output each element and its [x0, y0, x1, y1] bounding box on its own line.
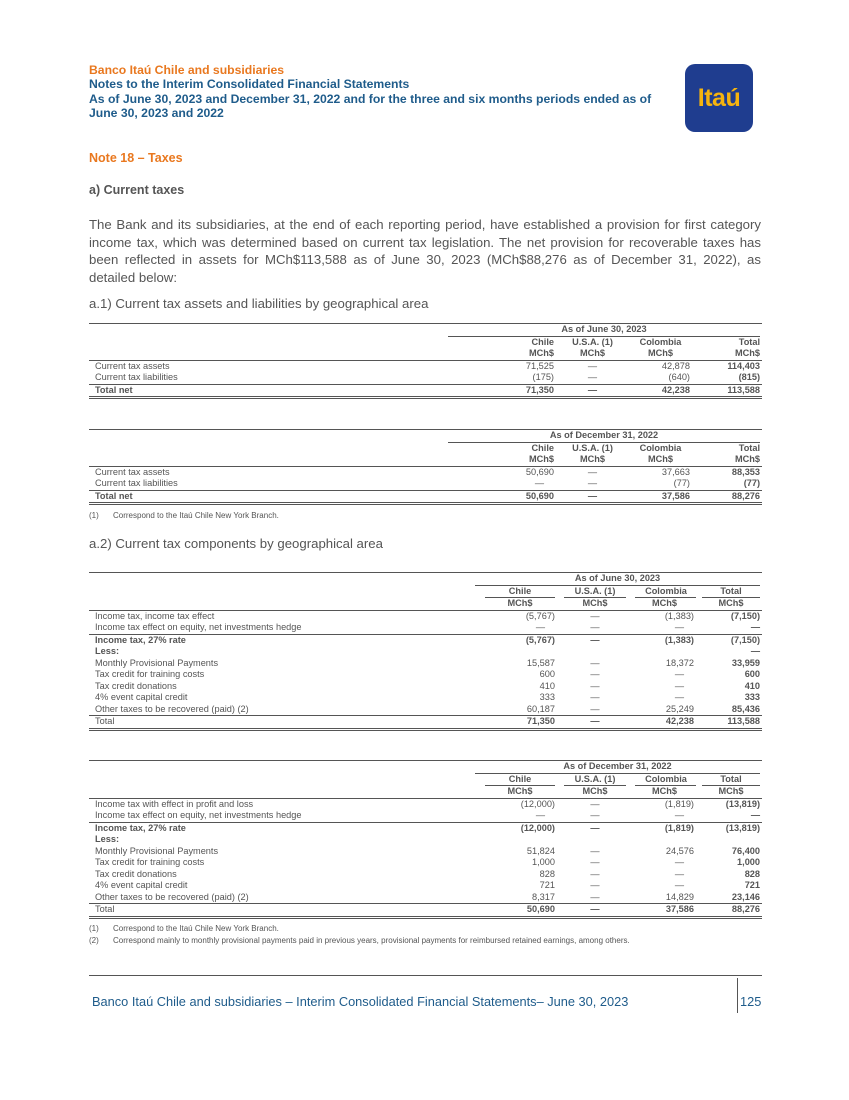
company-name: Banco Itaú Chile and subsidiaries [89, 63, 285, 77]
row-label: Less: [95, 646, 120, 656]
footnote-text: Correspond to the Itaú Chile New York Branch. [113, 511, 279, 520]
cell: — [674, 622, 684, 632]
cell: 42,238 [625, 384, 692, 398]
section-heading-a: a) Current taxes [89, 183, 185, 197]
footnote-1 [89, 511, 279, 520]
table-row [89, 478, 762, 490]
cell: 88,353 [692, 466, 762, 478]
cell [449, 834, 557, 846]
table-row [89, 869, 762, 881]
cell: (12,000) [449, 798, 557, 810]
cell: (5,767) [449, 634, 557, 646]
footnote-number: (1) [89, 924, 99, 933]
cell: — [587, 372, 598, 382]
cell: — [556, 384, 625, 398]
row-label: Monthly Provisional Payments [95, 845, 219, 856]
cell: — [590, 703, 600, 714]
cell: 50,690 [449, 904, 557, 918]
table-row [89, 360, 762, 372]
row-label: Other taxes to be recovered (paid) (2) [95, 891, 249, 902]
row-label: Income tax, 27% rate [89, 634, 449, 646]
unit: MCh$ [528, 348, 554, 358]
unit: MCh$ [647, 454, 673, 464]
footnote-text: Correspond mainly to monthly provisional payments paid in previous years, provisional payments for reimbursed retained earnings, among others. [113, 936, 630, 945]
cell: — [587, 478, 598, 488]
cell: 113,588 [692, 384, 762, 398]
row-label: Monthly Provisional Payments [95, 657, 219, 668]
table-tax-components-jun-2023 [89, 572, 762, 731]
unit: MCh$ [647, 348, 673, 358]
cell: 37,586 [625, 490, 692, 504]
cell [557, 646, 629, 658]
row-label: Income tax effect on equity, net investments hedge [95, 622, 302, 632]
cell: (13,819) [696, 798, 762, 810]
cell: (13,819) [696, 822, 762, 834]
cell: 71,350 [449, 716, 557, 730]
unit: MCh$ [528, 454, 554, 464]
cell: — [556, 490, 625, 504]
cell [629, 646, 696, 658]
col-total: Total [702, 774, 760, 787]
cell: 1,000 [737, 857, 761, 867]
cell: — [590, 692, 600, 702]
col-chile: Chile [485, 774, 555, 787]
cell: — [674, 868, 684, 879]
cell: — [557, 610, 629, 622]
unit: MCh$ [582, 598, 608, 608]
intro-paragraph: The Bank and its subsidiaries, at the end of each reporting period, have established a provision for first category income tax, which was determined based on current tax legislation. The net provision for recoverable taxes has been reflected in assets for MCh$113,588 as of June 30, 2023 (MCh$88,276 as of December 31, 2022), as detailed below: [89, 217, 761, 285]
cell: 113,588 [696, 716, 762, 730]
table-row [89, 834, 762, 846]
cell: — [590, 891, 600, 902]
cell: — [750, 622, 761, 632]
cell: 114,403 [692, 360, 762, 372]
table-row-total [89, 384, 762, 398]
cell: 721 [539, 880, 555, 890]
unit: MCh$ [579, 454, 605, 464]
logo-text: Itaú [697, 83, 741, 112]
cell: — [590, 622, 600, 632]
cell: — [590, 880, 600, 890]
table-row [89, 704, 762, 716]
cell: — [674, 880, 684, 890]
cell: 15,587 [526, 657, 555, 668]
table-row [89, 646, 762, 658]
unit: MCh$ [651, 598, 677, 608]
cell: — [590, 810, 600, 820]
note-title: Note 18 – Taxes [89, 151, 183, 165]
document-header [89, 63, 689, 121]
table-row-total [89, 490, 762, 504]
col-colombia: Colombia [635, 586, 696, 599]
cell: 24,576 [665, 845, 694, 856]
cell: 76,400 [731, 845, 761, 856]
period-heading: As of June 30, 2023 [448, 324, 760, 337]
cell: 333 [539, 692, 555, 702]
footnote-2 [89, 936, 630, 945]
table-row-total [89, 904, 762, 918]
period-heading: As of June 30, 2023 [475, 573, 760, 586]
cell: 88,276 [692, 490, 762, 504]
col-colombia: Colombia [635, 774, 696, 787]
col-chile: Chile [485, 586, 555, 599]
row-label: Current tax assets [89, 360, 434, 372]
cell: — [590, 669, 600, 679]
col-usa: U.S.A. (1) [564, 774, 626, 787]
row-label: Total [89, 904, 449, 918]
row-label: 4% event capital credit [95, 692, 188, 702]
table-row [89, 658, 762, 670]
table-row [89, 622, 762, 634]
cell: (815) [738, 372, 761, 382]
cell: 71,525 [434, 360, 556, 372]
cell: — [534, 478, 544, 488]
row-label: Current tax liabilities [95, 372, 178, 382]
row-label: Income tax, income tax effect [89, 610, 449, 622]
cell: — [557, 822, 629, 834]
cell: 50,690 [434, 490, 556, 504]
cell: 23,146 [731, 891, 761, 902]
table-row [89, 880, 762, 892]
row-label: Total net [89, 490, 434, 504]
cell: 828 [539, 868, 555, 879]
col-usa: U.S.A. (1) [572, 442, 613, 453]
page-footer: Banco Itaú Chile and subsidiaries – Interim Consolidated Financial Statements– June 30, 2023 [92, 994, 629, 1009]
row-label: Income tax with effect in profit and loss [89, 798, 449, 810]
cell: 600 [539, 669, 555, 679]
cell: 42,238 [629, 716, 696, 730]
row-label: Income tax effect on equity, net investments hedge [95, 810, 302, 820]
row-label: Total net [89, 384, 434, 398]
cell: (7,150) [696, 610, 762, 622]
row-label: Current tax liabilities [95, 478, 178, 488]
cell: (7,150) [696, 634, 762, 646]
cell: — [674, 680, 684, 691]
cell: — [674, 669, 684, 679]
cell: 333 [744, 692, 761, 702]
cell: 33,959 [731, 657, 761, 668]
footer-separator [737, 978, 738, 1013]
cell: (1,819) [629, 798, 696, 810]
table-row [89, 681, 762, 693]
col-total: Total [702, 586, 760, 599]
row-label: Other taxes to be recovered (paid) (2) [95, 703, 249, 714]
table-row [89, 798, 762, 810]
cell: — [556, 360, 625, 372]
footer-divider [89, 975, 762, 976]
unit: MCh$ [718, 598, 744, 608]
cell: 85,436 [731, 703, 761, 714]
period-line-2: June 30, 2023 and 2022 [89, 106, 224, 121]
unit: MCh$ [735, 454, 761, 464]
unit: MCh$ [735, 348, 761, 358]
cell: 25,249 [665, 703, 694, 714]
cell: 42,878 [625, 360, 692, 372]
table-row-total [89, 716, 762, 730]
row-label: Tax credit for training costs [95, 669, 205, 679]
table-row [89, 692, 762, 704]
row-label: Tax credit donations [95, 868, 177, 879]
table-row [89, 466, 762, 478]
cell: (175) [532, 372, 554, 382]
cell: (5,767) [449, 610, 557, 622]
cell: 50,690 [434, 466, 556, 478]
cell: 71,350 [434, 384, 556, 398]
cell: 410 [744, 680, 761, 691]
cell: (1,383) [629, 610, 696, 622]
cell [696, 834, 762, 846]
table-tax-components-dec-2022 [89, 760, 762, 919]
cell: — [535, 810, 545, 820]
col-total: Total [738, 442, 761, 453]
col-chile: Chile [531, 442, 554, 453]
cell [449, 646, 557, 658]
period-heading: As of December 31, 2022 [475, 761, 760, 774]
cell: — [674, 692, 684, 702]
unit: MCh$ [651, 786, 677, 796]
cell: (640) [668, 372, 690, 382]
cell: — [750, 646, 761, 656]
cell: 410 [539, 680, 555, 691]
cell: 721 [744, 880, 761, 890]
col-chile: Chile [531, 336, 554, 347]
unit: MCh$ [507, 598, 533, 608]
row-label: Tax credit for training costs [95, 857, 205, 867]
cell: 14,829 [665, 891, 694, 902]
cell [629, 834, 696, 846]
cell: 600 [744, 669, 761, 679]
table-row [89, 610, 762, 622]
table-tax-assets-jun-2023 [89, 323, 762, 399]
cell: — [750, 810, 761, 820]
cell: 51,824 [526, 845, 555, 856]
section-heading-a1: a.1) Current tax assets and liabilities by geographical area [89, 296, 429, 311]
cell: — [590, 857, 600, 867]
cell: 88,276 [696, 904, 762, 918]
cell: — [535, 622, 545, 632]
period-heading: As of December 31, 2022 [448, 430, 760, 443]
footnote-number: (2) [89, 936, 99, 945]
cell: (12,000) [449, 822, 557, 834]
cell: — [557, 716, 629, 730]
cell: — [557, 634, 629, 646]
doc-title: Notes to the Interim Consolidated Financial Statements [89, 77, 410, 92]
cell: 37,586 [629, 904, 696, 918]
footnote-text: Correspond to the Itaú Chile New York Branch. [113, 924, 279, 933]
cell: — [590, 868, 600, 879]
col-usa: U.S.A. (1) [572, 336, 613, 347]
unit: MCh$ [507, 786, 533, 796]
period-line-1: As of June 30, 2023 and December 31, 2022 and for the three and six months periods ended as of [89, 91, 652, 106]
cell: (77) [743, 478, 761, 488]
cell: 828 [744, 868, 761, 879]
table-row [89, 372, 762, 384]
row-label: Income tax, 27% rate [89, 822, 449, 834]
unit: MCh$ [718, 786, 744, 796]
unit: MCh$ [582, 786, 608, 796]
table-tax-assets-dec-2022 [89, 429, 762, 505]
table-row-subtotal [89, 822, 762, 834]
footnote-1 [89, 924, 279, 933]
cell [557, 834, 629, 846]
cell: 37,663 [625, 466, 692, 478]
cell: — [590, 657, 600, 668]
cell: — [557, 798, 629, 810]
table-row [89, 810, 762, 822]
col-total: Total [738, 336, 761, 347]
cell: 60,187 [526, 703, 555, 714]
table-row [89, 892, 762, 904]
cell: — [556, 466, 625, 478]
section-heading-a2: a.2) Current tax components by geographical area [89, 536, 383, 551]
footnote-number: (1) [89, 511, 99, 520]
cell: 1,000 [532, 857, 555, 867]
col-colombia: Colombia [639, 442, 682, 453]
cell: 18,372 [665, 657, 694, 668]
itau-logo [685, 64, 753, 132]
row-label: Total [89, 716, 449, 730]
table-row [89, 669, 762, 681]
cell: — [590, 680, 600, 691]
col-usa: U.S.A. (1) [564, 586, 626, 599]
cell: — [674, 857, 684, 867]
col-colombia: Colombia [639, 336, 682, 347]
page-number: 125 [740, 994, 762, 1009]
unit: MCh$ [579, 348, 605, 358]
row-label: Current tax assets [89, 466, 434, 478]
cell: — [557, 904, 629, 918]
table-row-subtotal [89, 634, 762, 646]
cell: — [674, 810, 684, 820]
row-label: Tax credit donations [95, 680, 177, 691]
row-label: Less: [95, 834, 120, 844]
cell: (1,383) [629, 634, 696, 646]
cell: (77) [673, 478, 690, 488]
cell: — [590, 845, 600, 856]
cell: 8,317 [532, 891, 555, 902]
table-row [89, 857, 762, 869]
cell: (1,819) [629, 822, 696, 834]
row-label: 4% event capital credit [95, 880, 188, 890]
table-row [89, 846, 762, 858]
